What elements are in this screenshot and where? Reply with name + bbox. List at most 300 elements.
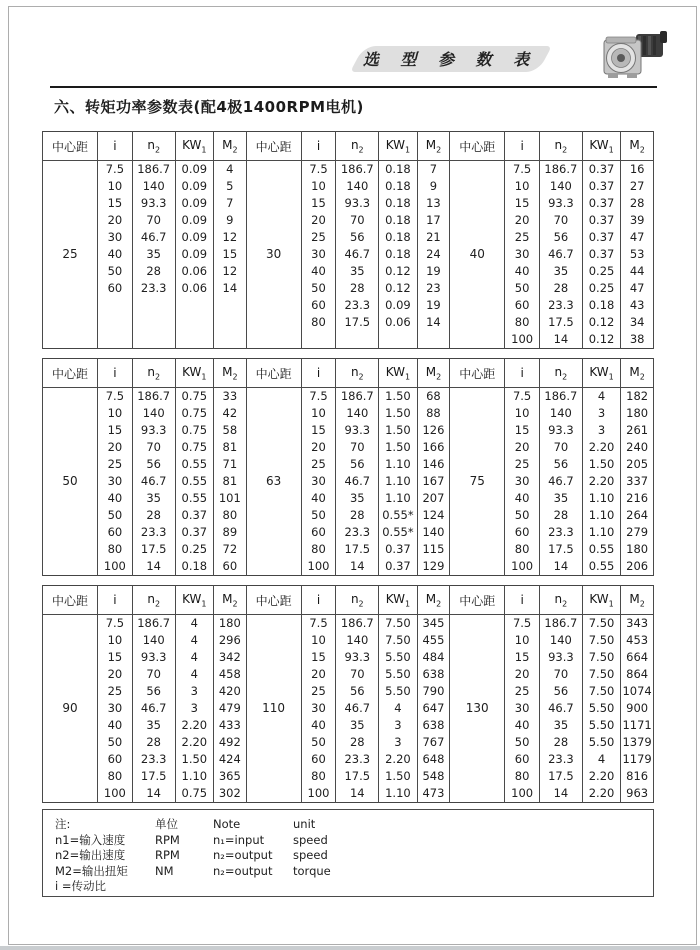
- cell-input-power: [175, 331, 213, 349]
- cell-output-speed: 17.5: [540, 768, 583, 785]
- cell-output-torque: 261: [621, 422, 654, 439]
- cell-output-torque: 420: [214, 683, 247, 700]
- note-cell: n2=输出速度: [55, 848, 126, 862]
- cell-output-torque: 81: [214, 473, 247, 490]
- cell-output-speed: 56: [540, 683, 583, 700]
- cell-output-speed: 35: [336, 490, 379, 507]
- cell-ratio: 10: [505, 405, 540, 422]
- cell-output-torque: 4: [214, 161, 247, 179]
- col-header-output-torque: $M_2$: [214, 586, 247, 615]
- cell-ratio: 60: [301, 524, 336, 541]
- cell-output-speed: 93.3: [132, 195, 175, 212]
- cell-output-torque: 1179: [622, 752, 652, 766]
- cell-input-power: 5.50: [582, 700, 620, 717]
- cell-input-power: 5.50: [379, 666, 417, 683]
- cell-output-speed: 186.7: [336, 615, 379, 633]
- col-header-output-torque: $M_2$: [214, 359, 247, 388]
- cell-ratio: 7.5: [97, 615, 132, 633]
- cell-output-torque: 479: [214, 700, 247, 717]
- cell-input-power: 7.50: [582, 632, 620, 649]
- cell-output-torque: 33: [214, 388, 247, 406]
- cell-input-power: 3: [582, 422, 620, 439]
- col-header-output-speed: $n_2$: [336, 586, 379, 615]
- cell-output-speed: 46.7: [132, 229, 175, 246]
- cell-ratio: 20: [505, 439, 540, 456]
- cell-input-power: 5.50: [379, 649, 417, 666]
- cell-ratio: 80: [97, 541, 132, 558]
- cell-input-power: 7.50: [379, 632, 417, 649]
- cell-output-speed: 46.7: [540, 473, 583, 490]
- cell-output-speed: 46.7: [336, 473, 379, 490]
- cell-ratio: 100: [301, 785, 336, 803]
- cell-input-power: 0.18: [379, 195, 417, 212]
- cell-output-speed: 140: [336, 405, 379, 422]
- cell-ratio: 15: [97, 649, 132, 666]
- cell-output-torque: 207: [417, 490, 450, 507]
- col-header-input-power: $KW_1$: [582, 586, 620, 615]
- cell-output-torque: 365: [214, 768, 247, 785]
- cell-output-speed: 93.3: [336, 195, 379, 212]
- cell-output-speed: 93.3: [336, 649, 379, 666]
- cell-output-torque: 9: [417, 178, 450, 195]
- cell-output-torque: 15: [214, 246, 247, 263]
- table-row: [43, 473, 654, 490]
- table-row: [43, 178, 654, 195]
- table-row: [43, 280, 654, 297]
- col-header-ratio: i: [301, 586, 336, 615]
- col-header-output-torque: $M_2$: [621, 586, 654, 615]
- cell-input-power: 0.06: [175, 263, 213, 280]
- cell-output-speed: 46.7: [540, 700, 583, 717]
- cell-ratio: 30: [97, 229, 132, 246]
- cell-output-torque: 182: [621, 388, 654, 406]
- col-header-center-distance: 中心距: [43, 359, 98, 388]
- cell-input-power: 0.25: [175, 541, 213, 558]
- cell-ratio: 30: [301, 473, 336, 490]
- cell-input-power: 1.50: [379, 768, 417, 785]
- cell-output-torque: 240: [621, 439, 654, 456]
- table-row: [43, 785, 654, 803]
- cell-ratio: 80: [97, 768, 132, 785]
- cell-output-torque: 24: [417, 246, 450, 263]
- center-distance-value: 50: [43, 388, 98, 576]
- table-row: [43, 161, 654, 179]
- cell-input-power: 0.06: [175, 280, 213, 297]
- cell-output-speed: 28: [132, 734, 175, 751]
- cell-input-power: 3: [379, 734, 417, 751]
- cell-ratio: 30: [97, 700, 132, 717]
- cell-ratio: 20: [301, 212, 336, 229]
- cell-input-power: 0.75: [175, 388, 213, 406]
- cell-input-power: 2.20: [175, 717, 213, 734]
- note-row: [55, 879, 653, 895]
- cell-output-torque: 453: [621, 632, 654, 649]
- cell-output-torque: 647: [417, 700, 450, 717]
- cell-output-torque: 424: [214, 751, 247, 768]
- cell-output-speed: 70: [132, 439, 175, 456]
- cell-output-torque: 337: [621, 473, 654, 490]
- cell-output-speed: 70: [132, 212, 175, 229]
- cell-output-speed: 186.7: [540, 388, 583, 406]
- cell-ratio: 80: [505, 541, 540, 558]
- col-header-output-torque: $M_2$: [621, 132, 654, 161]
- cell-output-speed: 14: [132, 558, 175, 576]
- note-row: [55, 864, 653, 880]
- cell-output-torque: 34: [621, 314, 654, 331]
- cell-input-power: [175, 297, 213, 314]
- cell-output-speed: 28: [132, 507, 175, 524]
- cell-output-torque: 638: [417, 666, 450, 683]
- col-header-center-distance: 中心距: [450, 586, 505, 615]
- cell-output-speed: 56: [336, 229, 379, 246]
- cell-output-torque: 19: [417, 263, 450, 280]
- note-cell: speed: [293, 848, 328, 862]
- cell-output-torque: 7: [214, 195, 247, 212]
- cell-output-speed: 56: [540, 229, 583, 246]
- cell-ratio: 50: [97, 263, 132, 280]
- cell-ratio: 7.5: [505, 388, 540, 406]
- cell-input-power: 7.50: [379, 615, 417, 633]
- cell-output-speed: 28: [540, 507, 583, 524]
- note-cell: 单位: [155, 817, 178, 831]
- cell-input-power: 0.75: [175, 422, 213, 439]
- cell-ratio: 60: [301, 297, 336, 314]
- cell-output-torque: 492: [214, 734, 247, 751]
- cell-ratio: 25: [505, 456, 540, 473]
- col-header-ratio: i: [505, 586, 540, 615]
- cell-output-speed: [132, 331, 175, 349]
- col-header-center-distance: 中心距: [43, 586, 98, 615]
- cell-output-speed: 140: [132, 405, 175, 422]
- note-cell: NM: [155, 863, 174, 878]
- cell-input-power: 5.50: [379, 683, 417, 700]
- cell-output-speed: 46.7: [132, 700, 175, 717]
- cell-ratio: 7.5: [301, 615, 336, 633]
- cell-output-torque: 126: [417, 422, 450, 439]
- cell-input-power: 0.37: [582, 229, 620, 246]
- cell-output-speed: 186.7: [132, 161, 175, 179]
- cell-input-power: 0.18: [379, 212, 417, 229]
- cell-output-speed: 17.5: [336, 768, 379, 785]
- note-cell: [213, 879, 293, 895]
- table-row: [43, 263, 654, 280]
- cell-output-torque: 433: [214, 717, 247, 734]
- cell-output-speed: 23.3: [540, 297, 583, 314]
- cell-ratio: 20: [505, 666, 540, 683]
- cell-input-power: 0.55*: [379, 507, 417, 524]
- note-row: [55, 833, 653, 849]
- cell-output-speed: 17.5: [540, 541, 583, 558]
- cell-input-power: 2.20: [582, 785, 620, 803]
- cell-output-torque: 345: [417, 615, 450, 633]
- cell-ratio: 30: [505, 700, 540, 717]
- cell-output-torque: 71: [214, 456, 247, 473]
- cell-input-power: 1.50: [379, 422, 417, 439]
- center-distance-value: 90: [43, 615, 98, 803]
- cell-input-power: 3: [175, 700, 213, 717]
- table-row: [43, 734, 654, 751]
- cell-input-power: 7.50: [582, 666, 620, 683]
- cell-output-torque: 47: [621, 229, 654, 246]
- note-row: [55, 817, 653, 833]
- center-distance-value: 30: [246, 161, 301, 349]
- cell-ratio: 30: [301, 700, 336, 717]
- cell-input-power: 4: [582, 388, 620, 406]
- cell-ratio: 100: [97, 558, 132, 576]
- note-cell: n₂=output: [213, 863, 273, 878]
- cell-output-speed: 23.3: [132, 524, 175, 541]
- cell-input-power: 0.37: [175, 524, 213, 541]
- cell-output-speed: 14: [336, 785, 379, 803]
- cell-input-power: 0.37: [175, 507, 213, 524]
- cell-input-power: 1.50: [379, 439, 417, 456]
- cell-output-speed: 93.3: [540, 195, 583, 212]
- cell-ratio: 15: [301, 195, 336, 212]
- cell-output-torque: 180: [214, 615, 247, 633]
- table-row: [43, 439, 654, 456]
- cell-output-speed: 70: [132, 666, 175, 683]
- cell-output-speed: 23.3: [336, 297, 379, 314]
- cell-ratio: 60: [97, 524, 132, 541]
- cell-ratio: 40: [301, 263, 336, 280]
- cell-output-torque: 963: [621, 785, 654, 803]
- table-row: [43, 246, 654, 263]
- cell-output-speed: 17.5: [540, 314, 583, 331]
- cell-ratio: 100: [505, 331, 540, 349]
- note-cell: n1=输入速度: [55, 832, 126, 847]
- cell-output-torque: 264: [621, 507, 654, 524]
- cell-output-torque: 166: [417, 439, 450, 456]
- cell-output-speed: 46.7: [336, 246, 379, 263]
- cell-input-power: 4: [379, 700, 417, 717]
- cell-output-torque: [214, 314, 247, 331]
- col-header-center-distance: 中心距: [43, 132, 98, 161]
- col-header-input-power: $KW_1$: [175, 359, 213, 388]
- col-header-output-torque: $M_2$: [621, 359, 654, 388]
- cell-output-torque: 88: [417, 405, 450, 422]
- cell-output-torque: [417, 331, 450, 349]
- cell-input-power: 4: [582, 751, 620, 768]
- cell-ratio: 60: [505, 751, 540, 768]
- cell-input-power: 7.50: [582, 615, 620, 633]
- cell-ratio: 60: [97, 280, 132, 297]
- cell-output-speed: 186.7: [540, 615, 583, 633]
- col-header-center-distance: 中心距: [246, 132, 301, 161]
- table-row: [43, 700, 654, 717]
- cell-output-torque: 68: [417, 388, 450, 406]
- cell-output-speed: 140: [540, 178, 583, 195]
- cell-ratio: 7.5: [505, 161, 540, 179]
- cell-ratio: 80: [505, 314, 540, 331]
- cell-input-power: 0.37: [582, 178, 620, 195]
- col-header-output-torque: $M_2$: [417, 359, 450, 388]
- cell-input-power: 0.55: [175, 490, 213, 507]
- cell-output-torque: 14: [214, 280, 247, 297]
- cell-ratio: 10: [97, 405, 132, 422]
- cell-ratio: 80: [301, 541, 336, 558]
- scan-edge: [0, 946, 700, 950]
- col-header-output-speed: $n_2$: [132, 359, 175, 388]
- cell-output-torque: 648: [417, 751, 450, 768]
- cell-input-power: 1.10: [379, 785, 417, 803]
- cell-output-speed: 70: [540, 212, 583, 229]
- cell-input-power: 0.09: [175, 212, 213, 229]
- cell-input-power: 0.09: [175, 246, 213, 263]
- cell-output-speed: 140: [336, 178, 379, 195]
- cell-input-power: 0.25: [582, 263, 620, 280]
- cell-output-torque: [214, 331, 247, 349]
- center-distance-value: 75: [450, 388, 505, 576]
- cell-input-power: 1.50: [379, 405, 417, 422]
- cell-output-torque: 124: [417, 507, 450, 524]
- cell-output-speed: 28: [132, 263, 175, 280]
- cell-input-power: 1.10: [582, 490, 620, 507]
- cell-ratio: 100: [505, 558, 540, 576]
- table-row: [43, 405, 654, 422]
- note-cell: [293, 879, 653, 895]
- table-row: [43, 751, 654, 768]
- col-header-output-torque: $M_2$: [214, 132, 247, 161]
- cell-output-speed: 56: [336, 683, 379, 700]
- table-row: [43, 524, 654, 541]
- cell-output-speed: 70: [336, 666, 379, 683]
- table-row: [43, 768, 654, 785]
- cell-output-speed: 23.3: [336, 524, 379, 541]
- cell-ratio: 50: [301, 734, 336, 751]
- cell-output-speed: 28: [540, 280, 583, 297]
- cell-input-power: 5.50: [582, 717, 620, 734]
- cell-ratio: 10: [505, 178, 540, 195]
- cell-input-power: 7.50: [582, 649, 620, 666]
- note-cell: 注:: [55, 817, 71, 831]
- table-row: [43, 558, 654, 576]
- cell-output-torque: 43: [621, 297, 654, 314]
- cell-output-torque: 458: [214, 666, 247, 683]
- cell-ratio: 60: [505, 297, 540, 314]
- cell-input-power: 0.55: [175, 473, 213, 490]
- cell-output-speed: 186.7: [336, 388, 379, 406]
- cell-input-power: 0.12: [582, 331, 620, 349]
- cell-output-torque: 5: [214, 178, 247, 195]
- cell-output-speed: 93.3: [540, 422, 583, 439]
- cell-ratio: 25: [301, 456, 336, 473]
- cell-output-torque: 19: [417, 297, 450, 314]
- cell-output-torque: 89: [214, 524, 247, 541]
- cell-input-power: 0.09: [175, 178, 213, 195]
- cell-ratio: 30: [97, 473, 132, 490]
- cell-output-speed: 17.5: [132, 541, 175, 558]
- cell-output-speed: 23.3: [540, 524, 583, 541]
- table-row: [43, 331, 654, 349]
- cell-ratio: [97, 297, 132, 314]
- cell-input-power: 1.10: [379, 473, 417, 490]
- cell-output-speed: 93.3: [336, 422, 379, 439]
- cell-output-speed: 23.3: [132, 280, 175, 297]
- col-header-output-torque: $M_2$: [417, 132, 450, 161]
- cell-output-torque: 216: [621, 490, 654, 507]
- cell-output-torque: 28: [621, 195, 654, 212]
- cell-output-speed: 186.7: [540, 161, 583, 179]
- cell-output-speed: 93.3: [132, 422, 175, 439]
- cell-output-torque: 205: [621, 456, 654, 473]
- cell-output-speed: 56: [336, 456, 379, 473]
- cell-input-power: 2.20: [379, 751, 417, 768]
- cell-output-speed: 35: [540, 263, 583, 280]
- cell-output-torque: 1171: [622, 718, 652, 732]
- cell-output-torque: 816: [621, 768, 654, 785]
- cell-output-speed: 23.3: [132, 751, 175, 768]
- table-row: [43, 388, 654, 406]
- cell-input-power: 1.10: [582, 507, 620, 524]
- cell-output-speed: 28: [336, 507, 379, 524]
- table-row: [43, 195, 654, 212]
- cell-input-power: 0.75: [175, 439, 213, 456]
- col-header-ratio: i: [505, 359, 540, 388]
- cell-input-power: 3: [175, 683, 213, 700]
- cell-ratio: 30: [505, 246, 540, 263]
- cell-output-torque: 44: [621, 263, 654, 280]
- cell-output-torque: 7: [417, 161, 450, 179]
- table-row: [43, 490, 654, 507]
- cell-input-power: 4: [175, 666, 213, 683]
- cell-input-power: 0.09: [175, 229, 213, 246]
- cell-output-torque: 9: [214, 212, 247, 229]
- cell-ratio: 20: [301, 666, 336, 683]
- cell-ratio: 30: [301, 246, 336, 263]
- cell-ratio: 25: [97, 456, 132, 473]
- cell-input-power: 0.18: [175, 558, 213, 576]
- cell-input-power: 1.10: [175, 768, 213, 785]
- cell-output-speed: 35: [540, 717, 583, 734]
- cell-output-torque: 767: [417, 734, 450, 751]
- cell-input-power: 0.18: [379, 229, 417, 246]
- cell-ratio: 15: [97, 195, 132, 212]
- cell-output-speed: 186.7: [132, 615, 175, 633]
- cell-ratio: 15: [505, 649, 540, 666]
- cell-output-speed: 35: [132, 246, 175, 263]
- col-header-output-speed: $n_2$: [336, 359, 379, 388]
- cell-output-torque: 12: [214, 263, 247, 280]
- cell-input-power: 0.55: [175, 456, 213, 473]
- note-cell: Note: [213, 817, 241, 831]
- cell-output-speed: 14: [336, 558, 379, 576]
- cell-input-power: 4: [175, 649, 213, 666]
- cell-output-torque: 23: [417, 280, 450, 297]
- cell-output-torque: 12: [214, 229, 247, 246]
- cell-output-speed: 35: [132, 717, 175, 734]
- table-row: [43, 212, 654, 229]
- col-header-center-distance: 中心距: [450, 132, 505, 161]
- cell-output-speed: 70: [540, 666, 583, 683]
- cell-output-torque: 72: [214, 541, 247, 558]
- table-row: [43, 541, 654, 558]
- cell-output-speed: 46.7: [336, 700, 379, 717]
- cell-ratio: 25: [97, 683, 132, 700]
- cell-output-speed: 186.7: [336, 161, 379, 179]
- cell-ratio: 30: [505, 473, 540, 490]
- cell-input-power: 0.37: [379, 541, 417, 558]
- col-header-input-power: $KW_1$: [379, 132, 417, 161]
- notes-box: [42, 809, 654, 897]
- cell-output-speed: 14: [540, 785, 583, 803]
- cell-ratio: 10: [301, 178, 336, 195]
- table-row: [43, 615, 654, 633]
- cell-output-torque: 343: [621, 615, 654, 633]
- cell-input-power: 1.10: [582, 524, 620, 541]
- cell-output-torque: 279: [621, 524, 654, 541]
- cell-input-power: 3: [379, 717, 417, 734]
- cell-ratio: [301, 331, 336, 349]
